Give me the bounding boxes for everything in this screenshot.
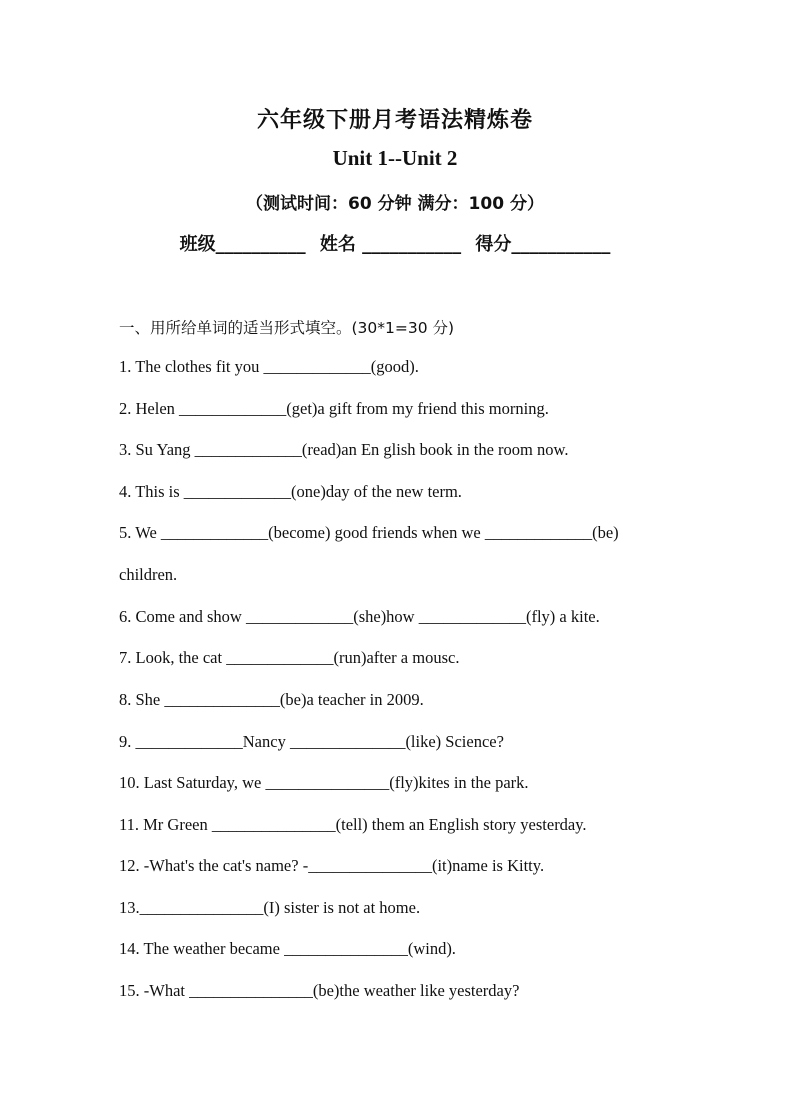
question-item: 13._______________(I) sister is not at home. (119, 898, 421, 917)
question-item: 7. Look, the cat _____________(run)after a mousc. (119, 648, 460, 667)
question-item: 10. Last Saturday, we _______________(fly)kites in the park. (119, 773, 529, 792)
score-field: 得分___________ (475, 234, 611, 255)
question-item: 11. Mr Green _______________(tell) them an English story yesterday. (119, 815, 587, 834)
question-item: 15. -What _______________(be)the weather like yesterday? (119, 981, 520, 1000)
page-title: 六年级下册月考语法精炼卷 (256, 108, 533, 133)
question-item: 6. Come and show _____________(she)how _____________(fly) a kite. (119, 607, 600, 626)
class-field: 班级__________ (179, 234, 306, 255)
exam-info: （测试时间：60 分钟 满分：100 分） (246, 194, 544, 214)
question-item: 14. The weather became _______________(wind). (119, 939, 456, 958)
question-item: 5. We _____________(become) good friends when we _____________(be) (119, 523, 619, 542)
question-item: 2. Helen _____________(get)a gift from my friend this morning. (119, 399, 549, 418)
student-info-line (0, 230, 790, 256)
question-item-continuation: children. (119, 565, 178, 584)
unit-subtitle: Unit 1--Unit 2 (332, 146, 458, 170)
section-heading: 一、用所给单词的适当形式填空。(30*1=30 分) (119, 319, 455, 337)
name-field: 姓名 ___________ (319, 234, 462, 255)
question-item: 3. Su Yang _____________(read)an En glish book in the room now. (119, 440, 569, 459)
question-item: 12. -What's the cat's name? -_______________(it)name is Kitty. (119, 856, 545, 875)
question-item: 1. The clothes fit you _____________(good). (119, 357, 419, 376)
question-item: 9. _____________Nancy ______________(like) Science? (119, 732, 504, 751)
question-item: 8. She ______________(be)a teacher in 2009. (119, 690, 424, 709)
question-item: 4. This is _____________(one)day of the new term. (119, 482, 462, 501)
